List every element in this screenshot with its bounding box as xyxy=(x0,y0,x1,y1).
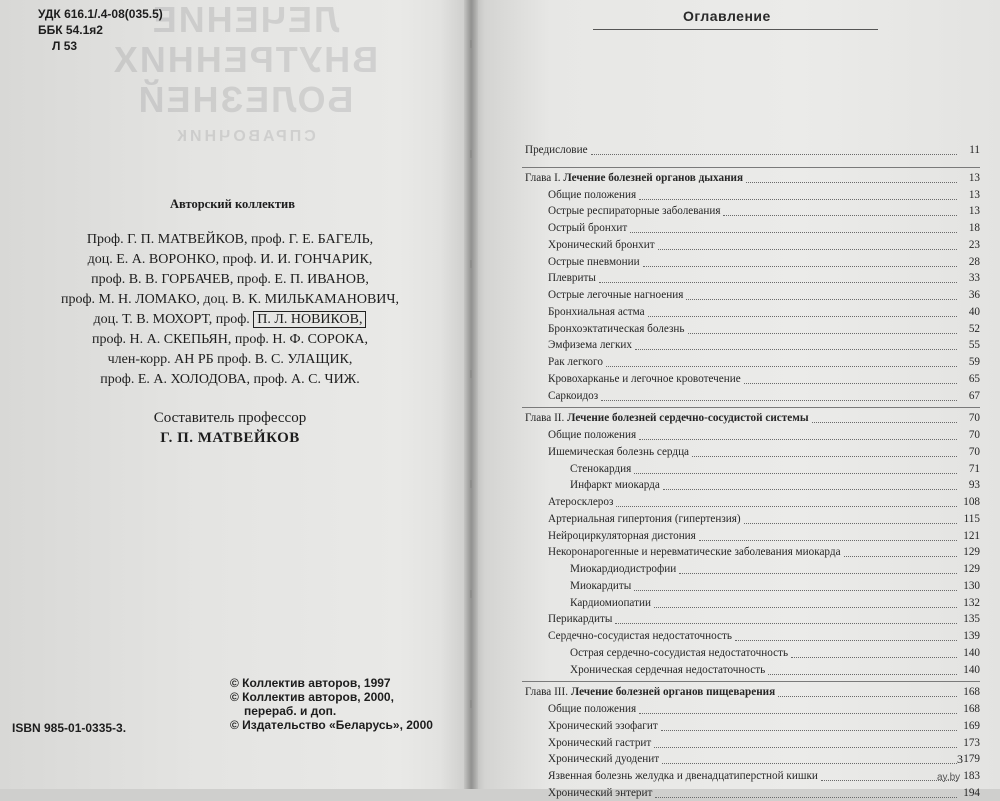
compiler-label: Составитель профессор xyxy=(153,410,307,426)
toc-entry-title: Нейроциркуляторная дистония xyxy=(548,529,696,542)
dot-leader xyxy=(648,316,957,317)
dot-leader xyxy=(744,523,957,524)
toc-entry xyxy=(548,702,980,717)
binding-stitch xyxy=(470,370,472,378)
toc-entry xyxy=(548,389,980,404)
binding-stitch xyxy=(470,480,472,488)
toc-entry xyxy=(548,786,980,801)
toc-entry xyxy=(548,612,980,627)
toc-entry-title: Некоронарогенные и неревматические заболевания миокарда xyxy=(548,546,841,559)
right-page xyxy=(477,0,1000,799)
chapter-title: Лечение болезней органов пищеварения xyxy=(570,686,776,699)
dot-leader xyxy=(606,366,957,367)
toc-entry-title: Острые пневмонии xyxy=(548,255,640,268)
toc-entry-title: Общие положения xyxy=(548,429,637,441)
toc-entry xyxy=(548,736,980,751)
toc-entry-title: Стенокардия xyxy=(570,462,632,475)
bbk-code: ББК 54.1я2 xyxy=(38,23,103,37)
toc-entry xyxy=(548,204,980,219)
binding-stitch xyxy=(470,590,472,598)
classification-codes xyxy=(38,6,163,54)
toc-page-number: 23 xyxy=(968,238,980,251)
dot-leader xyxy=(654,747,957,748)
dot-leader xyxy=(634,473,957,474)
dot-leader xyxy=(601,400,957,401)
toc-chapter xyxy=(525,171,980,186)
toc-entry xyxy=(548,188,980,203)
toc-entry xyxy=(570,579,980,594)
toc-entry-title: Эмфизема легких xyxy=(548,339,633,352)
udc-code: УДК 616.1/.4-08(035.5) xyxy=(38,7,163,21)
toc-page-number: 18 xyxy=(968,222,980,234)
toc-page-number: 115 xyxy=(963,512,980,525)
toc-entry-title: Бронхоэктатическая болезнь xyxy=(548,322,685,335)
toc-entry-title: Атеросклероз xyxy=(548,496,614,508)
toc-page-number: 70 xyxy=(968,429,980,441)
highlighted-author: П. Л. НОВИКОВ, xyxy=(253,311,366,328)
toc-chapter xyxy=(525,411,980,426)
dot-leader xyxy=(658,249,957,250)
dot-leader xyxy=(746,182,957,183)
dot-leader xyxy=(630,232,957,233)
copyright-line: перераб. и доп. xyxy=(244,704,337,718)
toc-entry-title: Миокардиты xyxy=(570,579,632,592)
toc-entry-title: Перикардиты xyxy=(548,613,613,626)
dot-leader xyxy=(634,590,957,591)
dot-leader xyxy=(635,349,957,350)
toc-page-number: 168 xyxy=(963,703,980,715)
toc-entry-title: Острые респираторные заболевания xyxy=(548,205,721,218)
toc-page-number: 13 xyxy=(968,171,980,184)
copyright-line: © Издательство «Беларусь», 2000 xyxy=(230,718,433,732)
chapter-title: Лечение болезней органов дыхания xyxy=(563,171,744,184)
toc-entry-title: Бронхиальная астма xyxy=(548,305,645,318)
toc-page-number: 135 xyxy=(963,613,980,626)
toc-entry xyxy=(548,769,980,784)
page-number: 3 xyxy=(957,752,963,766)
toc-entry xyxy=(548,495,980,510)
toc-page-number: 179 xyxy=(963,753,980,766)
toc-page-number: 129 xyxy=(963,563,980,575)
toc-entry-title: Острые легочные нагноения xyxy=(548,289,684,301)
dot-leader xyxy=(639,199,957,200)
dot-leader xyxy=(699,540,957,541)
chapter-number: Глава I. xyxy=(525,171,564,184)
toc-page-number: 40 xyxy=(968,305,980,318)
toc-entry xyxy=(548,428,980,443)
toc-entry xyxy=(548,355,980,370)
toc-entry-title: Общие положения xyxy=(548,703,637,715)
toc-entry-title: Хронический гастрит xyxy=(548,736,652,749)
dot-leader xyxy=(844,556,957,557)
toc-entry-title: Хроническая сердечная недостаточность xyxy=(570,663,766,676)
toc-page-number: 33 xyxy=(968,272,980,285)
binding-stitch xyxy=(470,700,472,708)
toc-entry-title: Хронический энтерит xyxy=(548,786,653,799)
toc-entry xyxy=(548,445,980,460)
author-line: проф. Н. А. СКЕПЬЯН, проф. Н. Ф. СОРОКА, xyxy=(91,332,369,347)
book-gutter xyxy=(464,0,478,789)
binding-stitch xyxy=(470,40,472,48)
toc-page-number: 55 xyxy=(968,339,980,352)
toc-page-number: 13 xyxy=(968,188,980,201)
toc-entry xyxy=(548,629,980,644)
dot-leader xyxy=(662,763,957,764)
toc-entry-title: Язвенная болезнь желудка и двенадцатиперстной кишки xyxy=(548,770,818,782)
toc-entry-title: Сердечно-сосудистая недостаточность xyxy=(548,630,732,642)
left-page xyxy=(0,0,465,789)
toc-entry xyxy=(548,305,980,320)
toc-entry xyxy=(570,478,980,493)
author-line: член-корр. АН РБ проф. В. С. УЛАЩИК, xyxy=(107,352,353,367)
compiler-name: Г. П. МАТВЕЙКОВ xyxy=(160,430,300,446)
dot-leader xyxy=(723,215,957,216)
toc-page-number: 121 xyxy=(963,529,980,542)
toc-page-number: 140 xyxy=(963,663,980,676)
author-line: проф. Е. А. ХОЛОДОВА, проф. А. С. ЧИЖ. xyxy=(100,372,360,387)
toc-entry xyxy=(570,646,980,661)
toc-entry-title: Хронический дуоденит xyxy=(548,753,660,766)
toc-entry xyxy=(548,238,980,253)
dot-leader xyxy=(735,640,957,641)
toc-chapter xyxy=(525,685,980,700)
toc-entry-title xyxy=(525,171,743,186)
author-mark: Л 53 xyxy=(52,39,78,53)
toc-page-number: 59 xyxy=(968,356,980,368)
toc-page-number: 71 xyxy=(968,462,980,475)
title-rule xyxy=(593,29,878,30)
toc-entry xyxy=(548,288,980,303)
authors-heading: Авторский коллектив xyxy=(170,197,295,211)
toc-page-number: 183 xyxy=(963,770,980,782)
dot-leader xyxy=(768,674,957,675)
author-line: проф. М. Н. ЛОМАКО, доц. В. К. МИЛЬКАМАНОВИЧ, xyxy=(60,292,400,307)
toc-entry-title xyxy=(525,411,809,426)
chapter-title: Лечение болезней сердечно-сосудистой системы xyxy=(567,412,809,425)
toc-page-number: 11 xyxy=(969,144,980,156)
dot-leader xyxy=(616,506,957,507)
dot-leader xyxy=(639,439,957,440)
dot-leader xyxy=(655,797,957,798)
binding-stitch xyxy=(470,150,472,158)
toc-entry xyxy=(548,512,980,527)
bleed-through-title: ЛЕЧЕНИЕ ВНУТРЕННИХ БОЛЕЗНЕЙ СПРАВОЧНИК xyxy=(111,0,379,145)
binding-stitch xyxy=(470,260,472,268)
toc-entry xyxy=(548,271,980,286)
toc-entry xyxy=(570,462,980,477)
toc-entry xyxy=(570,562,980,577)
toc-page-number: 169 xyxy=(963,719,980,732)
dot-leader xyxy=(591,154,957,155)
toc-entry-title: Хронический бронхит xyxy=(548,238,655,251)
toc-page-number: 140 xyxy=(963,646,980,659)
dot-leader xyxy=(661,730,957,731)
dot-leader xyxy=(679,573,957,574)
authors-list xyxy=(40,230,420,390)
toc-entry-title: Рак легкого xyxy=(548,356,603,368)
toc-page-number: 139 xyxy=(963,630,980,642)
toc-entry xyxy=(548,545,980,560)
toc-entry xyxy=(525,143,980,158)
toc-entry xyxy=(548,752,980,767)
toc-entry xyxy=(548,338,980,353)
toc-title: Оглавление xyxy=(683,8,771,24)
chapter-number: Глава III. xyxy=(525,686,571,699)
dot-leader xyxy=(654,607,957,608)
copyright-line: © Коллектив авторов, 1997 xyxy=(230,676,391,690)
toc-page-number: 36 xyxy=(968,289,980,301)
dot-leader xyxy=(615,623,957,624)
toc-entry-title: Ишемическая болезнь сердца xyxy=(548,445,690,458)
toc-page-number: 173 xyxy=(963,736,980,749)
dot-leader xyxy=(643,266,957,267)
dot-leader xyxy=(663,489,957,490)
author-line: доц. Е. А. ВОРОНКО, проф. И. И. ГОНЧАРИК, xyxy=(87,252,373,267)
chapter-separator xyxy=(522,167,980,168)
chapter-number: Глава II. xyxy=(525,412,568,425)
toc-entry-title: Предисловие xyxy=(525,144,588,156)
toc-page-number: 130 xyxy=(963,579,980,592)
author-line: Проф. Г. П. МАТВЕЙКОВ, проф. Г. Е. БАГЕЛЬ, xyxy=(86,232,374,247)
toc-entry-title: Острый бронхит xyxy=(548,222,628,234)
dot-leader xyxy=(688,333,957,334)
dot-leader xyxy=(791,657,957,658)
dot-leader xyxy=(812,422,957,423)
dot-leader xyxy=(778,696,957,697)
toc-page-number: 70 xyxy=(968,445,980,458)
toc-entry-title: Острая сердечно-сосудистая недостаточность xyxy=(570,646,789,659)
toc-page-number: 65 xyxy=(968,372,980,385)
toc-entry-title: Инфаркт миокарда xyxy=(570,479,660,492)
dot-leader xyxy=(692,456,957,457)
toc-page-number: 52 xyxy=(968,322,980,335)
toc-page-number: 194 xyxy=(963,786,980,799)
toc-page-number: 93 xyxy=(968,479,980,492)
toc-page-number: 13 xyxy=(968,205,980,218)
dot-leader xyxy=(744,383,957,384)
toc-page-number: 108 xyxy=(963,496,980,508)
toc-page-number: 132 xyxy=(963,596,980,609)
toc-page-number: 67 xyxy=(968,389,980,402)
toc-page-number: 70 xyxy=(968,412,980,425)
toc-entry-title: Кардиомиопатии xyxy=(570,596,651,609)
dot-leader xyxy=(599,282,957,283)
toc-entry xyxy=(548,255,980,270)
toc-entry xyxy=(570,596,980,611)
copyright-line: © Коллектив авторов, 2000, xyxy=(230,690,394,704)
toc-entry-title: Общие положения xyxy=(548,188,637,201)
compiler-block xyxy=(0,408,460,448)
toc-entry xyxy=(548,719,980,734)
watermark: ay.by xyxy=(937,772,961,783)
toc-entry xyxy=(548,372,980,387)
toc-entry-title: Миокардиодистрофии xyxy=(570,563,677,575)
toc-page-number: 168 xyxy=(963,686,980,699)
copyright-block xyxy=(230,676,433,732)
toc-entry-title: Кровохарканье и легочное кровотечение xyxy=(548,372,741,385)
chapter-separator xyxy=(522,407,980,408)
toc-page-number: 129 xyxy=(963,546,980,559)
toc-entry-title: Артериальная гипертония (гипертензия) xyxy=(548,512,741,525)
toc-entry-title xyxy=(525,685,775,700)
toc-entry xyxy=(548,221,980,236)
author-line xyxy=(40,310,420,330)
toc-entry xyxy=(548,529,980,544)
dot-leader xyxy=(686,299,957,300)
toc-entry-title: Саркоидоз xyxy=(548,389,599,402)
author-line: проф. В. В. ГОРБАЧЕВ, проф. Е. П. ИВАНОВ, xyxy=(91,272,369,287)
isbn: ISBN 985-01-0335-3. xyxy=(12,721,127,735)
toc-entry xyxy=(570,663,980,678)
toc-entry-title: Хронический эзофагит xyxy=(548,719,658,732)
toc-entry xyxy=(548,322,980,337)
chapter-separator xyxy=(522,681,980,682)
toc-page-number: 28 xyxy=(968,255,980,268)
toc-entry-title: Плевриты xyxy=(548,272,596,285)
author-line-start: доц. Т. В. МОХОРТ, проф. xyxy=(93,312,250,327)
dot-leader xyxy=(639,713,957,714)
